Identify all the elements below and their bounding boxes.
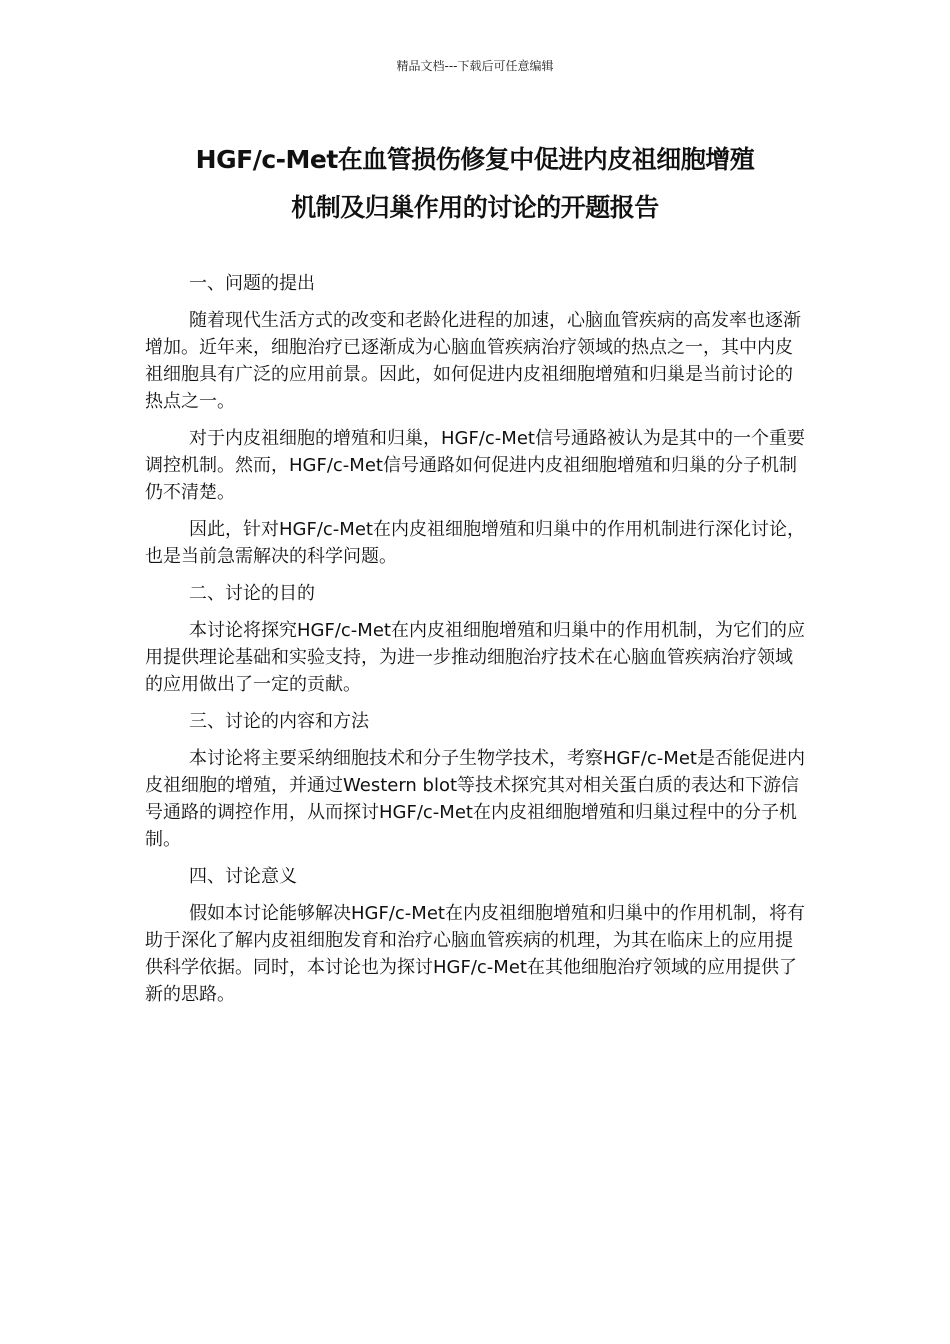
section-heading: 二、讨论的目的 [189,583,315,604]
section-methods [145,708,805,853]
section-heading: 三、讨论的内容和方法 [189,711,369,732]
paragraph: 因此，针对HGF/c-Met在内皮祖细胞增殖和归巢中的作用机制进行深化讨论，也是当前急需解决的科学问题。 [145,519,805,567]
page-header: 精品文档---下载后可任意编辑 [396,59,554,73]
paragraph: 对于内皮祖细胞的增殖和归巢，HGF/c-Met信号通路被认为是其中的一个重要调控机制。然而，HGF/c-Met信号通路如何促进内皮祖细胞增殖和归巢的分子机制仍不清楚。 [145,428,805,503]
section-heading: 一、问题的提出 [189,273,315,294]
document-body [145,270,805,1018]
paragraph: 假如本讨论能够解决HGF/c-Met在内皮祖细胞增殖和归巢中的作用机制，将有助于深化了解内皮祖细胞发育和治疗心脑血管疾病的机理，为其在临床上的应用提供科学依据。同时，本讨论也为探讨HGF/c-Met在其他细胞治疗领域的应用提供了新的思路。 [145,903,805,1005]
section-heading: 四、讨论意义 [189,866,297,887]
title-line-1: HGF/c-Met在血管损伤修复中促进内皮祖细胞增殖 [195,145,755,174]
document-title [130,136,820,232]
paragraph: 本讨论将探究HGF/c-Met在内皮祖细胞增殖和归巢中的作用机制，为它们的应用提供理论基础和实验支持，为进一步推动细胞治疗技术在心脑血管疾病治疗领域的应用做出了一定的贡献。 [145,620,805,695]
section-purpose [145,580,805,698]
section-significance [145,863,805,1008]
section-problem [145,270,805,570]
paragraph: 本讨论将主要采纳细胞技术和分子生物学技术，考察HGF/c-Met是否能促进内皮祖细胞的增殖，并通过Western blot等技术探究其对相关蛋白质的表达和下游信号通路的调控作用，从而探讨HGF/c-Met在内皮祖细胞增殖和归巢过程中的分子机制。 [145,748,805,850]
paragraph: 随着现代生活方式的改变和老龄化进程的加速，心脑血管疾病的高发率也逐渐增加。近年来，细胞治疗已逐渐成为心脑血管疾病治疗领域的热点之一，其中内皮祖细胞具有广泛的应用前景。因此，如何促进内皮祖细胞增殖和归巢是当前讨论的热点之一。 [145,310,801,412]
title-line-2: 机制及归巢作用的讨论的开题报告 [291,193,659,222]
